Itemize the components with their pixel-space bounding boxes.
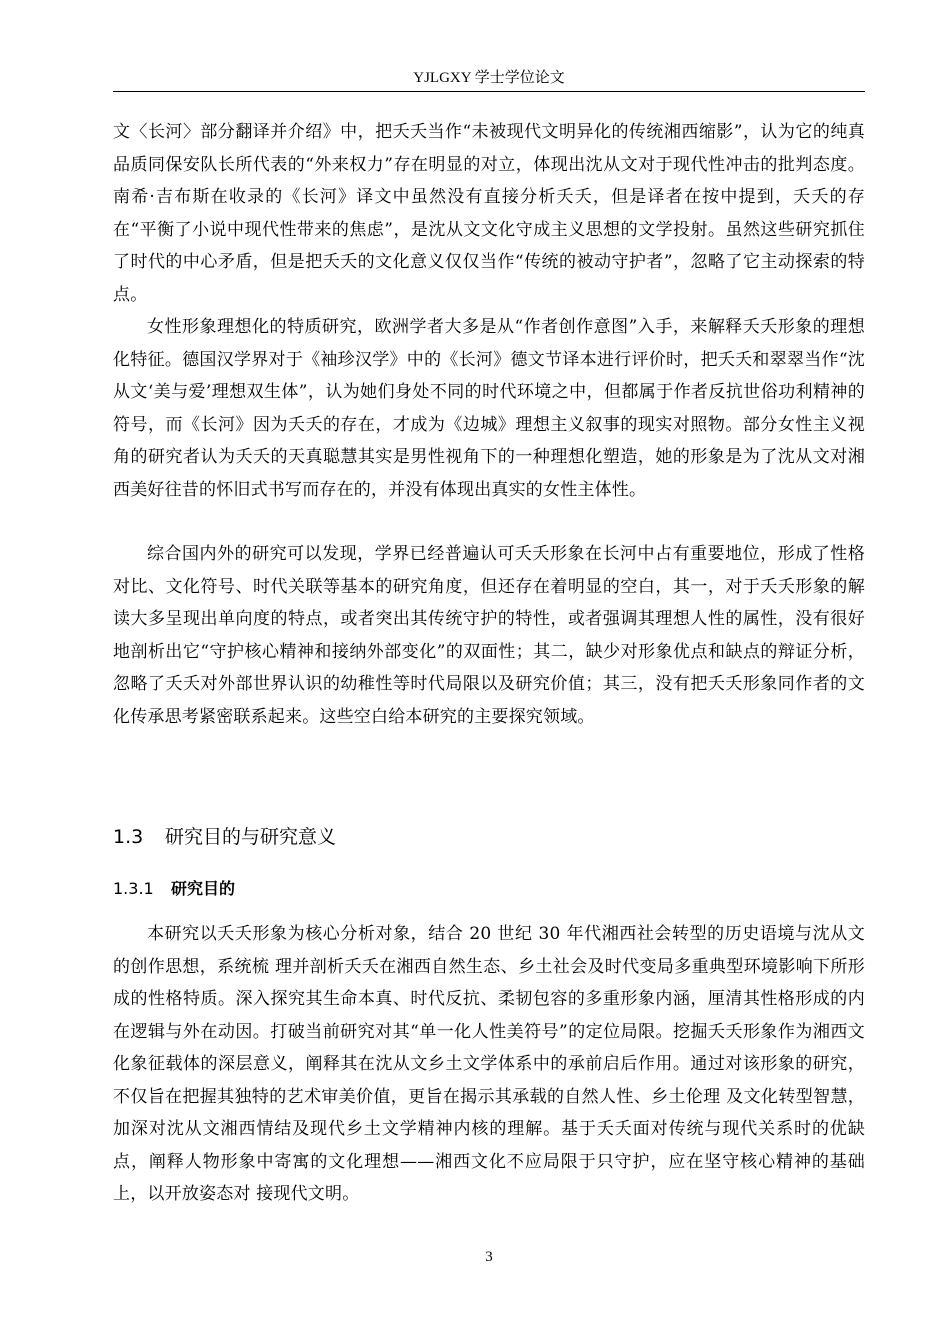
page-header-title: YJLGXY 学士学位论文	[413, 70, 565, 86]
subsection-heading	[113, 877, 235, 901]
section-title: 研究目的与研究意义	[165, 826, 337, 848]
paragraph-idealization-research: 女性形象理想化的特质研究，欧洲学者大多是从“作者创作意图”入手，来解释夭夭形象的理想化特征。德国汉学界对于《袖珍汉学》中的《长河》德文节译本进行评价时，把夭夭和翠翠当作“沈从文‘美与爱’理想双生体”，认为她们身处不同的时代环境之中，但都属于作者反抗世俗功利精神的符号，而《长河》因为夭夭的存在，才成为《边城》理想主义叙事的现实对照物。部分女性主义视角的研究者认为夭夭的天真聪慧其实是男性视角下的一种理想化塑造，她的形象是为了沈从文对湘西美好往昔的怀旧式书写而存在的，并没有体现出真实的女性主体性。	[113, 317, 865, 500]
subsection-title: 研究目的	[171, 879, 236, 898]
header-divider	[113, 91, 865, 92]
section-number: 1.3	[113, 826, 144, 848]
section-heading	[113, 823, 336, 851]
page-number: 3	[485, 1249, 493, 1265]
paragraph-research-purpose: 本研究以夭夭形象为核心分析对象，结合 20 世纪 30 年代湘西社会转型的历史语境与沈从文的创作思想，系统梳 理并剖析夭夭在湘西自然生态、乡土社会及时代变局多重典型环境影响下所形成的性格特质。深入探究其生命本真、时代反抗、柔韧包容的多重形象内涵，厘清其性格形成的内在逻辑与外在动因。打破当前研究对其“单一化人性美符号”的定位局限。挖掘夭夭形象作为湘西文化象征载体的深层意义，阐释其在沈从文乡土文学体系中的承前启后作用。通过对该形象的研究，不仅旨在把握其独特的艺术审美价值，更旨在揭示其承载的自然人性、乡土伦理 及文化转型智慧，加深对沈从文湘西情结及现代乡土文学精神内核的理解。基于夭夭面对传统与现代关系时的优缺 点，阐释人物形象中寄寓的文化理想——湘西文化不应局限于只守护，应在坚守核心精神的基础上，以开放姿态对 接现代文明。	[113, 924, 865, 1204]
paragraph-prior-research-continued: 文〈长河〉部分翻译并介绍》中，把夭夭当作“未被现代文明异化的传统湘西缩影”，认为它的纯真品质同保安队长所代表的“外来权力”存在明显的对立，体现出沈从文对于现代性冲击的批判态度。南希·吉布斯在收录的《长河》译文中虽然没有直接分析夭夭，但是译者在按中提到，夭夭的存在“平衡了小说中现代性带来的焦虑”，是沈从文文化守成主义思想的文学投射。虽然这些研究抓住了时代的中心矛盾，但是把夭夭的文化意义仅仅当作“传统的被动守护者”，忽略了它主动探索的特点。	[113, 122, 865, 305]
subsection-number: 1.3.1	[113, 879, 154, 898]
paragraph-research-summary: 综合国内外的研究可以发现，学界已经普遍认可夭夭形象在长河中占有重要地位，形成了性格对比、文化符号、时代关联等基本的研究角度，但还存在着明显的空白，其一，对于夭夭形象的解读大多呈现出单向度的特点，或者突出其传统守护的特性，或者强调其理想人性的属性，没有很好地剖析出它“守护核心精神和接纳外部变化”的双面性；其二，缺少对形象优点和缺点的辩证分析，忽略了夭夭对外部世界认识的幼稚性等时代局限以及研究价值；其三，没有把夭夭形象同作者的文化传承思考紧密联系起来。这些空白给本研究的主要探究领域。	[113, 544, 865, 727]
